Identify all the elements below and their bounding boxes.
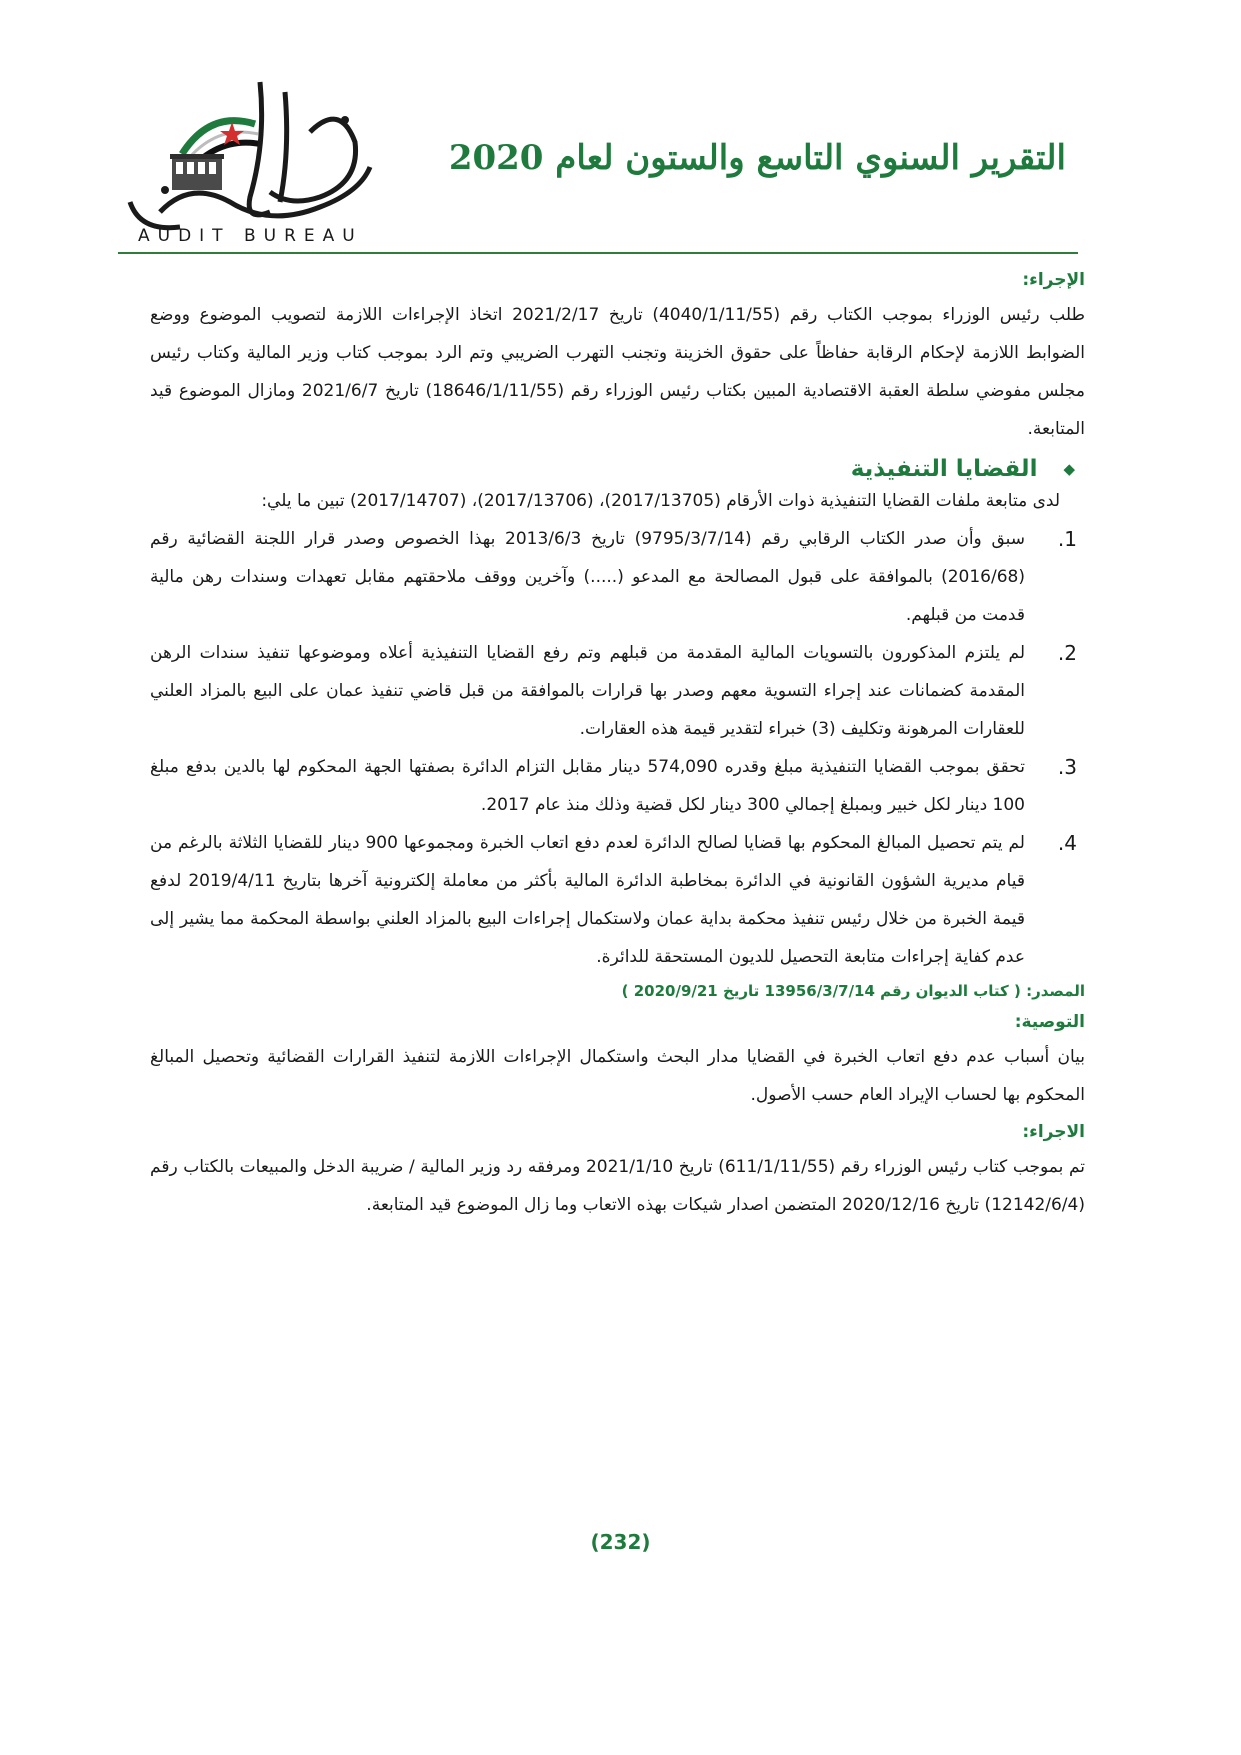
report-title: التقرير السنوي التاسع والستون لعام 2020	[448, 138, 1066, 178]
action-paragraph: طلب رئيس الوزراء بموجب الكتاب رقم (4040/1/11/55) تاريخ 2021/2/17 اتخاذ الإجراءات اللازمة لتصويب الموضوع ووضع الضوابط اللازمة لإحكام الرقابة حفاظاً على حقوق الخزينة وتجنب التهرب الضريبي وتم الرد بموجب كتاب وزير المالية وكتاب رئيس مجلس مفوضي سلطة العقبة الاقتصادية المبين بكتاب رئيس الوزراء رقم (18646/1/11/55) تاريخ 2021/6/7 ومازال الموضوع قيد المتابعة.	[150, 305, 1086, 439]
header-divider	[118, 252, 1078, 254]
page-number: (232)	[590, 1530, 651, 1554]
calligraphy-stroke	[280, 92, 287, 202]
recommendation-label: التوصية:	[1014, 1012, 1085, 1032]
page-body	[150, 262, 1085, 1224]
list-item	[150, 824, 1085, 976]
list-item-number: 2.	[1057, 641, 1077, 665]
list-item-number: 4.	[1057, 831, 1077, 855]
list-item	[150, 748, 1085, 824]
list-item-text: لم يتم تحصيل المبالغ المحكوم بها قضايا لصالح الدائرة لعدم دفع اتعاب الخبرة ومجموعها 900 دينار للقضايا الثلاثة بالرغم من قيام مديرية الشؤون القانونية في الدائرة بمخاطبة الدائرة المالية بأكثر من معاملة إلكترونية آخرها بتاريخ 2019/4/11 لدفع قيمة الخبرة من خلال رئيس تنفيذ محكمة بداية عمان ولاستكمال إجراءات البيع بالمزاد العلني بواسطة المحكمة مما يشير إلى عدم كفاية إجراءات متابعة التحصيل للديون المستحقة للدائرة.	[150, 833, 1025, 967]
section-title: القضايا التنفيذية	[850, 456, 1038, 482]
calligraphy-stroke	[249, 82, 270, 215]
list-item-text: سبق وأن صدر الكتاب الرقابي رقم (9795/3/7/14) تاريخ 2013/6/3 بهذا الخصوص وصدر قرار اللجنة القضائية رقم (2016/68) بالموافقة على قبول المصالحة مع المدعو (.....) وآخرين ووقف ملاحقتهم مقابل تعهدات وسندات رهن مالية قدمت من قبلهم.	[150, 529, 1025, 625]
list-item-text: تحقق بموجب القضايا التنفيذية مبلغ وقدره 574,090 دينار مقابل التزام الدائرة بصفتها الجهة المحكوم لها بالدين بدفع مبلغ 100 دينار لكل خبير وبمبلغ إجمالي 300 دينار لكل قضية وذلك منذ عام 2017.	[150, 757, 1025, 815]
action-label-2: الاجراء:	[1022, 1122, 1085, 1142]
calligraphy-dot	[161, 186, 169, 194]
logo-graphic	[120, 62, 420, 252]
page-header	[0, 0, 1241, 260]
list-item-text: لم يلتزم المذكورون بالتسويات المالية المقدمة من قبلهم وتم رفع القضايا التنفيذية أعلاه وموضوعها تنفيذ سندات الرهن المقدمة كضمانات عند إجراء التسوية معهم وصدر بها قرارات بالموافقة من قبل قاضي تنفيذ عمان على البيع بالمزاد العلني للعقارات المرهونة وتكليف (3) خبراء لتقدير قيمة هذه العقارات.	[150, 643, 1025, 739]
building-icon	[170, 154, 224, 190]
list-item	[150, 520, 1085, 634]
findings-list	[150, 520, 1085, 976]
list-item-number: 3.	[1057, 755, 1077, 779]
recommendation-paragraph: بيان أسباب عدم دفع اتعاب الخبرة في القضايا مدار البحث واستكمال الإجراءات اللازمة لتنفيذ القرارات القضائية وتحصيل المبالغ المحكوم بها لحساب الإيراد العام حسب الأصول.	[150, 1047, 1085, 1105]
list-item	[150, 634, 1085, 748]
action-label: الإجراء:	[1022, 270, 1085, 290]
calligraphy-dot	[341, 116, 349, 124]
diamond-bullet-icon: ◆	[1063, 460, 1075, 478]
action-paragraph-2: تم بموجب كتاب رئيس الوزراء رقم (611/1/11/55) تاريخ 2021/1/10 ومرفقه رد وزير المالية / ضريبة الدخل والمبيعات بالكتاب رقم (12142/6/4) تاريخ 2020/12/16 المتضمن اصدار شيكات بهذه الاتعاب وما زال الموضوع قيد المتابعة.	[150, 1157, 1086, 1215]
section-heading	[150, 456, 1085, 482]
source-reference: المصدر: ( كتاب الديوان رقم 13956/3/7/14 تاريخ 2020/9/21 )	[621, 982, 1085, 1000]
section-intro: لدى متابعة ملفات القضايا التنفيذية ذوات الأرقام (2017/13705)، (2017/13706)، (2017/14707) تبين ما يلي:	[261, 491, 1060, 511]
audit-bureau-logo	[120, 62, 420, 252]
calligraphy-stroke	[130, 202, 180, 228]
logo-caption: AUDIT BUREAU	[138, 226, 363, 246]
list-item-number: 1.	[1057, 527, 1077, 551]
